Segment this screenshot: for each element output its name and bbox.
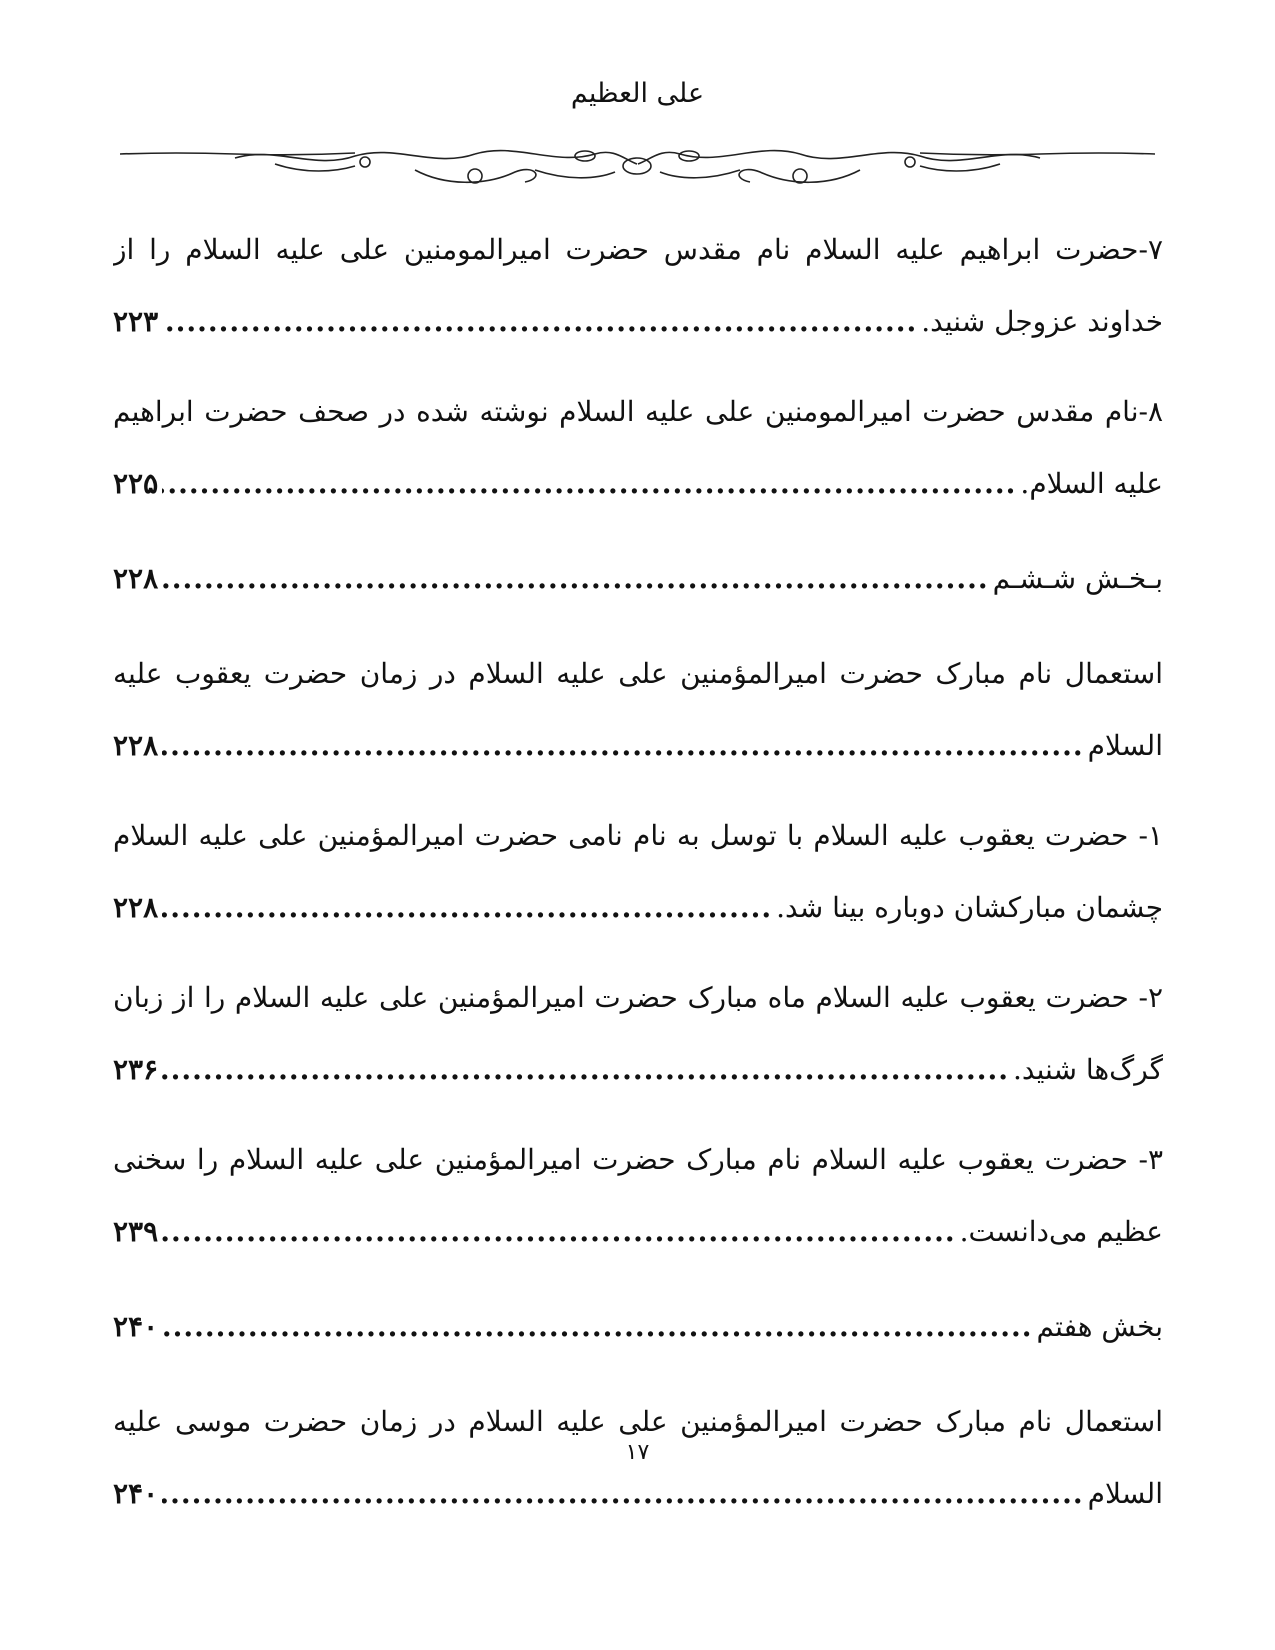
toc-entry-last-line bbox=[113, 448, 1163, 520]
toc-entry-last-line bbox=[113, 538, 1163, 620]
toc-entry-last-line bbox=[113, 1286, 1163, 1368]
table-of-contents bbox=[113, 214, 1163, 1530]
toc-entry[interactable] bbox=[113, 962, 1163, 1106]
toc-entry-text-line: ۷-حضرت ابراهیم علیه السلام نام مقدس حضرت امیرالمومنین علی علیه السلام را از bbox=[113, 233, 1163, 266]
toc-entry-last-line bbox=[113, 872, 1163, 944]
toc-page-number: ۲۳۶ bbox=[113, 1053, 159, 1086]
toc-entry[interactable] bbox=[113, 376, 1163, 520]
toc-entry-text-line: استعمال نام مبارک حضرت امیرالمؤمنین علی علیه السلام در زمان حضرت یعقوب علیه bbox=[113, 657, 1163, 690]
toc-page-number: ۲۲۸ bbox=[113, 729, 159, 762]
toc-entry-text-line: ۲- حضرت یعقوب علیه السلام ماه مبارک حضرت امیرالمؤمنین علی علیه السلام را از زبان bbox=[113, 981, 1163, 1014]
dot-leader bbox=[162, 286, 917, 358]
toc-entry-last-line bbox=[113, 1034, 1163, 1106]
dot-leader bbox=[162, 872, 772, 944]
toc-entry-text-end: عظیم می‌دانست. bbox=[959, 1215, 1163, 1248]
toc-entry-last-line bbox=[113, 286, 1163, 358]
toc-section-heading[interactable] bbox=[113, 1286, 1163, 1368]
section-heading-label: بـخـش شـشـم bbox=[992, 562, 1163, 595]
toc-entry[interactable] bbox=[113, 638, 1163, 782]
toc-entry-text-line: ۱- حضرت یعقوب علیه السلام با توسل به نام نامی حضرت امیرالمؤمنین علی علیه السلام bbox=[113, 819, 1163, 852]
toc-page-number: ۲۲۳ bbox=[113, 305, 159, 338]
dot-leader bbox=[162, 1196, 955, 1268]
toc-entry-last-line bbox=[113, 1196, 1163, 1268]
dot-leader bbox=[162, 1034, 1009, 1106]
toc-entry-text-line: استعمال نام مبارک حضرت امیرالمؤمنین علی علیه السلام در زمان حضرت موسی علیه bbox=[113, 1405, 1163, 1438]
toc-entry-text-end: السلام bbox=[1087, 1477, 1163, 1510]
toc-entry-text-line: ۸-نام مقدس حضرت امیرالمومنین علی علیه السلام نوشته شده در صحف حضرت ابراهیم bbox=[113, 395, 1163, 428]
toc-page-number: ۲۲۸ bbox=[113, 891, 159, 924]
toc-entry-text-end: السلام bbox=[1087, 729, 1163, 762]
toc-page-number: ۲۲۸ bbox=[113, 562, 159, 595]
toc-entry-text-end: علیه السلام. bbox=[1020, 467, 1163, 500]
toc-entry-last-line bbox=[113, 1458, 1163, 1530]
dot-leader bbox=[162, 710, 1084, 782]
toc-page-number: ۲۳۹ bbox=[113, 1215, 159, 1248]
toc-page-number: ۲۲۵ bbox=[113, 467, 159, 500]
toc-entry-text-end: چشمان مبارکشان دوباره بینا شد. bbox=[776, 891, 1163, 924]
toc-page-number: ۲۴۰ bbox=[113, 1477, 159, 1510]
toc-section-heading[interactable] bbox=[113, 538, 1163, 620]
dot-leader bbox=[162, 1286, 1032, 1368]
running-header-title: علی العظیم bbox=[570, 78, 705, 109]
toc-entry[interactable] bbox=[113, 1124, 1163, 1268]
toc-entry[interactable] bbox=[113, 214, 1163, 358]
decorative-flourish-divider bbox=[115, 140, 1160, 192]
dot-leader bbox=[162, 538, 989, 620]
dot-leader bbox=[162, 448, 1016, 520]
toc-entry-text-end: گرگ‌ها شنید. bbox=[1013, 1053, 1163, 1086]
page-number: ۱۷ bbox=[625, 1440, 650, 1465]
toc-page-number: ۲۴۰ bbox=[113, 1310, 159, 1343]
toc-entry[interactable] bbox=[113, 800, 1163, 944]
toc-entry-last-line bbox=[113, 710, 1163, 782]
toc-entry-text-line: ۳- حضرت یعقوب علیه السلام نام مبارک حضرت امیرالمؤمنین علی علیه السلام را سخنی bbox=[113, 1143, 1163, 1176]
section-heading-label: بخش هفتم bbox=[1036, 1310, 1163, 1343]
dot-leader bbox=[162, 1458, 1084, 1530]
toc-entry-text-end: خداوند عزوجل شنید. bbox=[921, 305, 1163, 338]
